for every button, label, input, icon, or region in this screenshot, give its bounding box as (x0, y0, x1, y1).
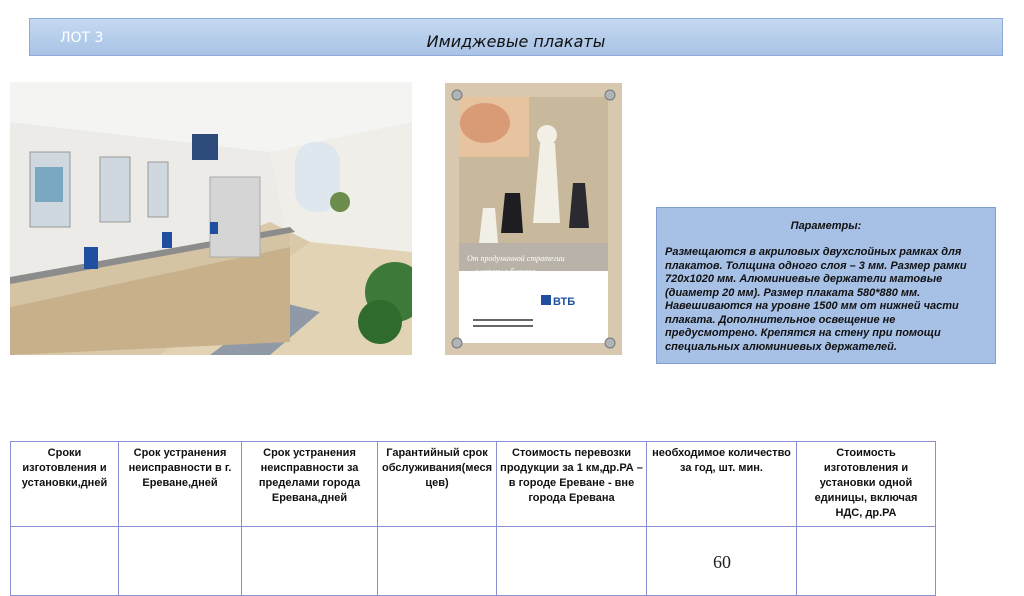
parameters-box (656, 207, 996, 364)
table-cell (497, 527, 647, 596)
table-cell (242, 527, 378, 596)
parameters-text: Размещаются в акриловых двухслойных рамках для плакатов. Толщина одного слоя – 3 мм. Размер рамки 720х1020 мм. Алюминиевые держатели матовые (диаметр 20 мм). Размер плаката 580*880 мм. Навешиваются на уровне 1500 мм от нижней части плаката. Дополнительное освещение не предусмотрено. Крепятся на стену при помощи специальных алюминиевых держателей. (665, 246, 967, 353)
parameters-heading: Параметры: (790, 220, 862, 232)
poster-image (445, 83, 622, 355)
page-title: Имиджевые плакаты (426, 32, 606, 51)
table-header-cell: Сроки изготовления и установки,дней (11, 442, 119, 527)
poster-slogan-2: к успеху в бизнесе (475, 267, 536, 276)
table-cell (119, 527, 242, 596)
table-header-cell: Гарантийный срок обслуживания(меся цев) (378, 442, 497, 527)
table-row (11, 527, 936, 596)
table-cell (797, 527, 936, 596)
table-header-row (11, 442, 936, 527)
table-cell (11, 527, 119, 596)
poster-slogan-1: От продуманной стратегии (467, 254, 565, 263)
pricing-table (10, 441, 936, 596)
poster-brand: ВТБ (553, 296, 576, 308)
table-header-cell: Стоимость изготовления и установки одной единицы, включая НДС, др.РА (797, 442, 936, 527)
table-cell (378, 527, 497, 596)
title-bar (29, 18, 1003, 56)
table-header-cell: Стоимость перевозки продукции за 1 км,др.РА –в городе Ереване - вне города Еревана (497, 442, 647, 527)
table-header-cell: Срок устранения неисправности за пределами города Еревана,дней (242, 442, 378, 527)
table-header-cell: Срок устранения неисправности в г. Ереване,дней (119, 442, 242, 527)
lot-label: ЛОТ 3 (60, 30, 104, 46)
bank-interior-photo (10, 82, 412, 355)
table-header-cell: необходимое количество за год, шт. мин. (647, 442, 797, 527)
page-number: 60 (713, 552, 731, 572)
